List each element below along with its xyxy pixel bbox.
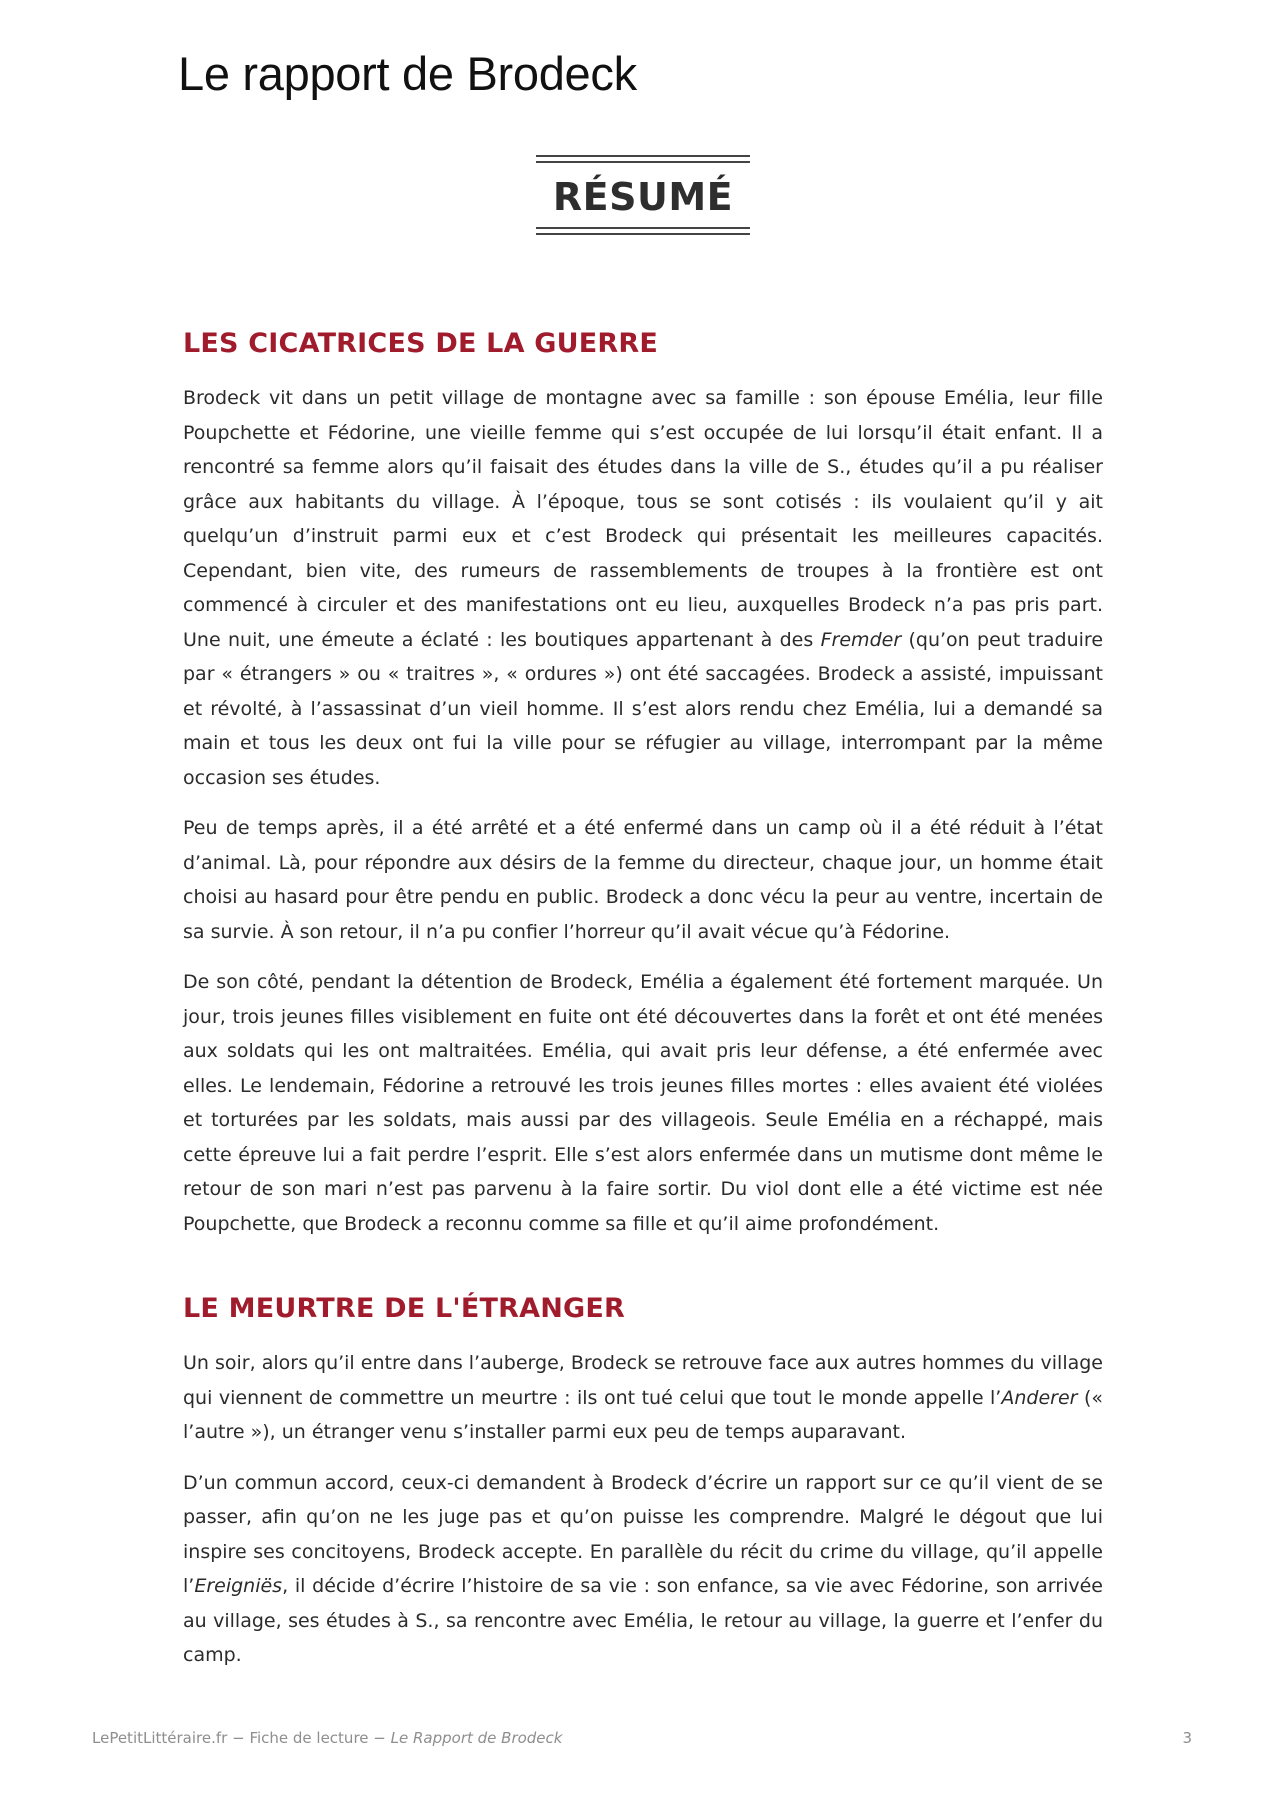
footer-separator: − [368, 1729, 391, 1747]
text-run: D’un commun accord, ceux-ci demandent à Brodeck d’écrire un rapport sur ce qu’il vient de se passer, afin qu’on ne les juge pas et qu’on puisse les comprendre. Malgré le dégout que lui inspire ses concitoyens, Brodeck accepte. En parallèle du récit du crime du village, qu’il appelle l’ [183, 1471, 1103, 1597]
paragraph [183, 1466, 1103, 1673]
section-stranger-murder [183, 1293, 1103, 1673]
text-run: , il décide d’écrire l’histoire de sa vie : son enfance, sa vie avec Fédorine, son arrivée au village, ses études à S., sa rencontre avec Emélia, le retour au village, la guerre et l’enfer du camp. [183, 1575, 1103, 1666]
text-run: Brodeck vit dans un petit village de montagne avec sa famille : son épouse Emélia, leur fille Poupchette et Fédorine, une vieille femme qui s’est occupée de lui lorsqu’il était enfant. Il a rencontré sa femme alors qu’il faisait des études dans la ville de S., études qu’il a pu réaliser grâce aux habitants du village. À l’époque, tous se sont cotisés : ils voulaient qu’il y ait quelqu’un d’instruit parmi eux et c’est Brodeck qui présentait les meilleures capacités. Cependant, bien vite, des rumeurs de rassemblements de troupes à la frontière est ont commencé à circuler et des manifestations ont eu lieu, auxquelles Brodeck n’a pas pris part. Une nuit, une émeute a éclaté : les boutiques appartenant à des [183, 387, 1103, 651]
resume-banner [536, 155, 750, 235]
banner-label: RÉSUMÉ [552, 175, 734, 219]
italic-term: Ereigniës [194, 1575, 283, 1597]
section-heading: LE MEURTRE DE L'ÉTRANGER [183, 1293, 625, 1324]
italic-term: Anderer [1001, 1386, 1078, 1409]
section-heading: LES CICATRICES DE LA GUERRE [183, 328, 659, 359]
paragraph [183, 811, 1103, 949]
main-content [183, 328, 1103, 1673]
text-run: (qu’on peut traduire par « étrangers » ou « traitres », « ordures ») ont été saccagées. Brodeck a assisté, impuissant et révolté, à l’assassinat d’un vieil homme. Il s’est alors rendu chez Emélia, lui a demandé sa main et tous les deux ont fui la ville pour se réfugier au village, interrompant par la même occasion ses études. [183, 628, 1104, 789]
footer-label: Fiche de lecture [249, 1729, 369, 1747]
text-run: De son côté, pendant la détention de Brodeck, Emélia a également été fortement marquée. Un jour, trois jeunes filles visiblement en fuite ont été découvertes dans la forêt et ont été menées aux soldats qui les ont maltraitées. Emélia, qui avait pris leur défense, a été enfermée avec elles. Le lendemain, Fédorine a retrouvé les trois jeunes filles mortes : elles avaient été violées et torturées par les soldats, mais aussi par des villageois. Seule Emélia en a réchappé, mais cette épreuve lui a fait perdre l’esprit. Elle s’est alors enfermée dans un mutisme dont même le retour de son mari n’est pas parvenu à la faire sortir. Du viol dont elle a été victime est née Poupchette, que Brodeck a reconnu comme sa fille et qu’il aime profondément. [183, 971, 1103, 1235]
footer-site-link[interactable]: LePetitLittéraire.fr [92, 1729, 228, 1747]
page-number: 3 [1182, 1729, 1192, 1747]
document-title: Le rapport de Brodeck [178, 47, 637, 100]
banner-bottom-rule-2 [536, 233, 750, 235]
page-footer [92, 1729, 1192, 1747]
paragraph [183, 1346, 1103, 1450]
section-war-scars [183, 328, 1103, 1241]
paragraph [183, 965, 1103, 1241]
footer-book-title: Le Rapport de Brodeck [390, 1729, 563, 1747]
text-run: Peu de temps après, il a été arrêté et a été enfermé dans un camp où il a été réduit à l’état d’animal. Là, pour répondre aux désirs de la femme du directeur, chaque jour, un homme était choisi au hasard pour être pendu en public. Brodeck a donc vécu la peur au ventre, incertain de sa survie. À son retour, il n’a pu confier l’horreur qu’il avait vécue qu’à Fédorine. [183, 817, 1103, 943]
paragraph [183, 381, 1103, 795]
italic-term: Fremder [820, 628, 902, 651]
banner-bottom-rule [536, 227, 750, 229]
text-run: (« l’autre »), un étranger venu s’installer parmi eux peu de temps auparavant. [183, 1386, 1103, 1443]
banner-top-rule [536, 155, 750, 157]
footer-separator: − [227, 1729, 250, 1747]
text-run: Un soir, alors qu’il entre dans l’auberge, Brodeck se retrouve face aux autres hommes du village qui viennent de commettre un meurtre : ils ont tué celui que tout le monde appelle l’ [183, 1352, 1103, 1409]
